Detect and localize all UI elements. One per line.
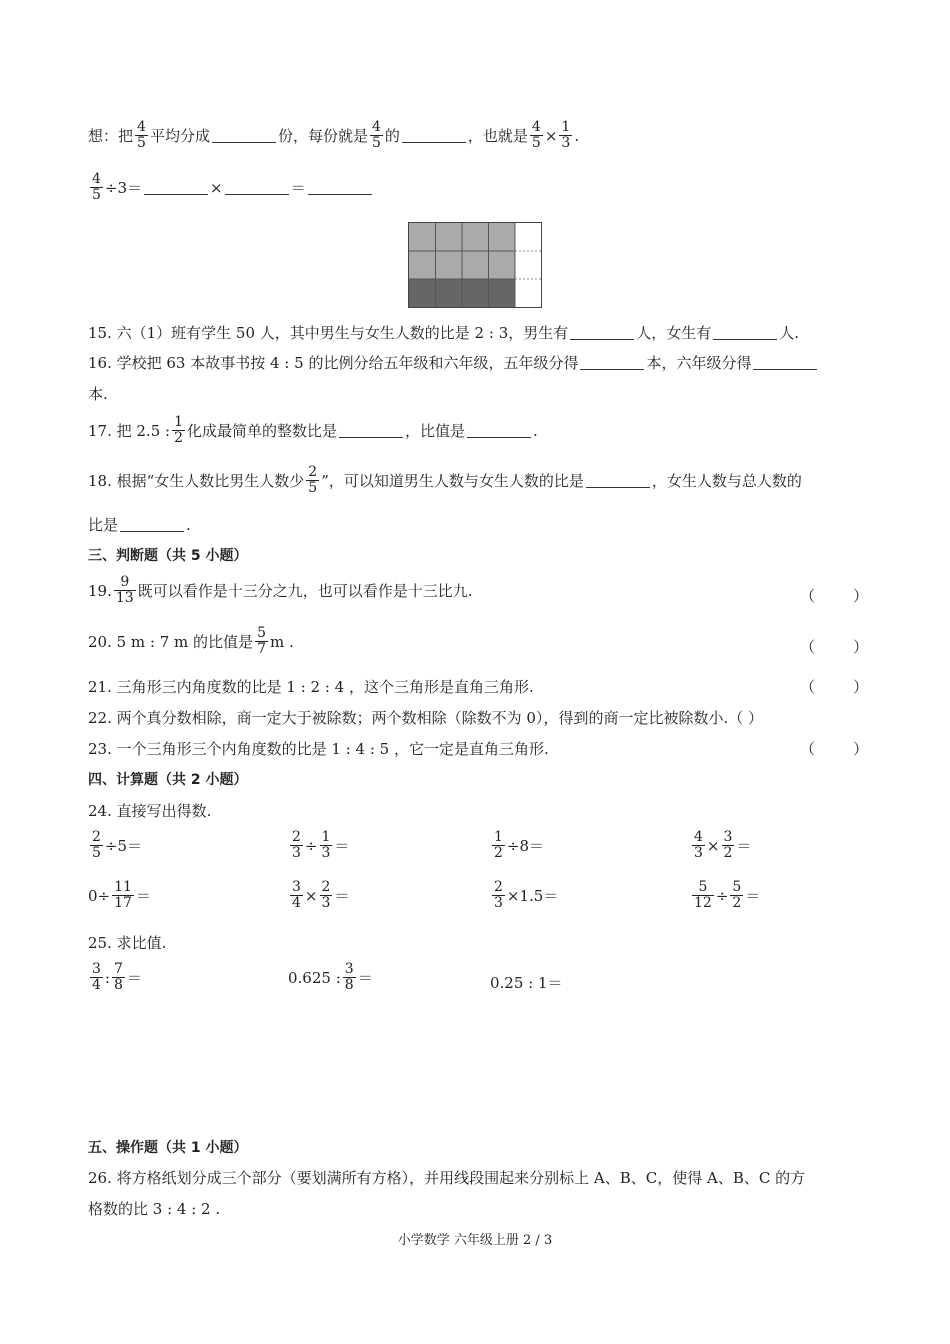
blank (586, 473, 650, 488)
fraction-grid-figure (408, 222, 542, 308)
blank (402, 128, 466, 143)
blank (144, 180, 208, 195)
question-21: 21. 三角形三内角度数的比是 1 : 2 : 4 ，这个三角形是直角三角形. (88, 678, 534, 696)
section-3-heading: 三、判断题（共 5 小题） (88, 548, 248, 564)
ratio-item: 0.625 : $\frac{3}{8}$ ＝ (288, 961, 373, 993)
calc-item: $\frac{2}{3}$ ÷ $\frac{1}{3}$ ＝ (292, 829, 350, 861)
blank (570, 325, 634, 340)
question-17: 17. 把 2.5 : $\frac{1}{2}$ 化成最简单的整数比是 ，比值是 . (88, 414, 538, 446)
calc-item: $\frac{4}{3}$ × $\frac{3}{2}$ ＝ (694, 829, 752, 861)
calc-item: $\frac{3}{4}$ × $\frac{2}{3}$ ＝ (292, 879, 350, 911)
grid-svg (409, 223, 541, 307)
calc-item: $\frac{1}{2}$ ÷8＝ (494, 829, 545, 861)
answer-paren[interactable]: （ ） (800, 638, 869, 656)
question-26-cont: 格数的比 3 : 4 : 2 . (88, 1200, 221, 1218)
blank (308, 180, 372, 195)
blank (467, 423, 531, 438)
fraction: $\frac{5}{7}$ (257, 625, 266, 657)
blank (212, 128, 276, 143)
question-16-cont: 本. (88, 385, 108, 403)
fraction: $\frac{4}{5}$ (371, 119, 381, 151)
question-20: 20. 5 m : 7 m 的比值是 $\frac{5}{7}$ m . (88, 625, 294, 657)
question-16: 16. 学校把 63 本故事书按 4 : 5 的比例分给五年级和六年级，五年级分得 本，六年级分得 (88, 352, 819, 373)
blank (580, 355, 644, 370)
fraction: $\frac{9}{13}$ (115, 574, 134, 606)
question-15: 15. 六（1）班有学生 50 人，其中男生与女生人数的比是 2 : 3，男生有 人，女生有 人. (88, 324, 800, 342)
page-footer: 小学数学 六年级上册 2 / 3 (397, 1233, 553, 1248)
question-25: 25. 求比值. (88, 934, 167, 952)
question-23: 23. 一个三角形三个内角度数的比是 1 : 4 : 5 ，它一定是直角三角形. (88, 740, 549, 758)
blank (339, 423, 403, 438)
fraction: $\frac{1}{2}$ (174, 414, 183, 446)
line-think: 想：把 $\frac{4}{5}$ 平均分成 份，每份就是 $\frac{4}{5}$ 的 ，也就是 $\frac{4}{5}$ × $\frac{1}{3}$ . (88, 119, 580, 151)
calc-item: 0÷ $\frac{11}{17}$ ＝ (88, 879, 151, 911)
ratio-item: $\frac{3}{4}$ : $\frac{7}{8}$ ＝ (92, 961, 142, 993)
calc-item: $\frac{2}{3}$ ×1.5＝ (494, 879, 559, 911)
blank (713, 325, 777, 340)
calc-item: $\frac{5}{12}$ ÷ $\frac{5}{2}$ ＝ (694, 879, 761, 911)
question-24: 24. 直接写出得数. (88, 802, 212, 820)
line-calc: $\frac{4}{5}$ ÷3＝ × ＝ (88, 172, 374, 203)
section-5-heading: 五、操作题（共 1 小题） (88, 1140, 248, 1156)
fraction: $\frac{2}{5}$ (308, 464, 318, 496)
answer-paren[interactable]: （ ） (800, 740, 869, 758)
question-18-cont: 比是 . (88, 515, 191, 534)
fraction: $\frac{4}{5}$ (92, 171, 101, 203)
section-4-heading: 四、计算题（共 2 小题） (88, 772, 248, 788)
fraction: $\frac{1}{3}$ (561, 119, 571, 151)
ratio-item: 0.25 : 1＝ (490, 974, 563, 992)
fraction: $\frac{4}{5}$ (531, 119, 541, 151)
fraction: $\frac{4}{5}$ (137, 119, 146, 151)
blank (225, 180, 289, 195)
question-26: 26. 将方格纸划分成三个部分（要划满所有方格），并用线段围起来分别标上 A、B、C，使得 A、B、C 的方 (88, 1169, 806, 1187)
question-19: 19. $\frac{9}{13}$ 既可以看作是十三分之九，也可以看作是十三比九. (88, 574, 473, 606)
question-18: 18. 根据“女生人数比男生人数少 $\frac{2}{5}$ ”，可以知道男生人数与女生人数的比是 ，女生人数与总人数的 (88, 464, 802, 496)
answer-paren[interactable]: （ ） (800, 678, 869, 696)
question-22: 22. 两个真分数相除，商一定大于被除数；两个数相除（除数不为 0），得到的商一定比被除数小.（ ） (88, 709, 763, 727)
blank (120, 517, 184, 532)
blank (753, 355, 817, 370)
answer-paren[interactable]: （ ） (800, 587, 869, 605)
calc-item: $\frac{2}{5}$ ÷5＝ (92, 829, 143, 861)
